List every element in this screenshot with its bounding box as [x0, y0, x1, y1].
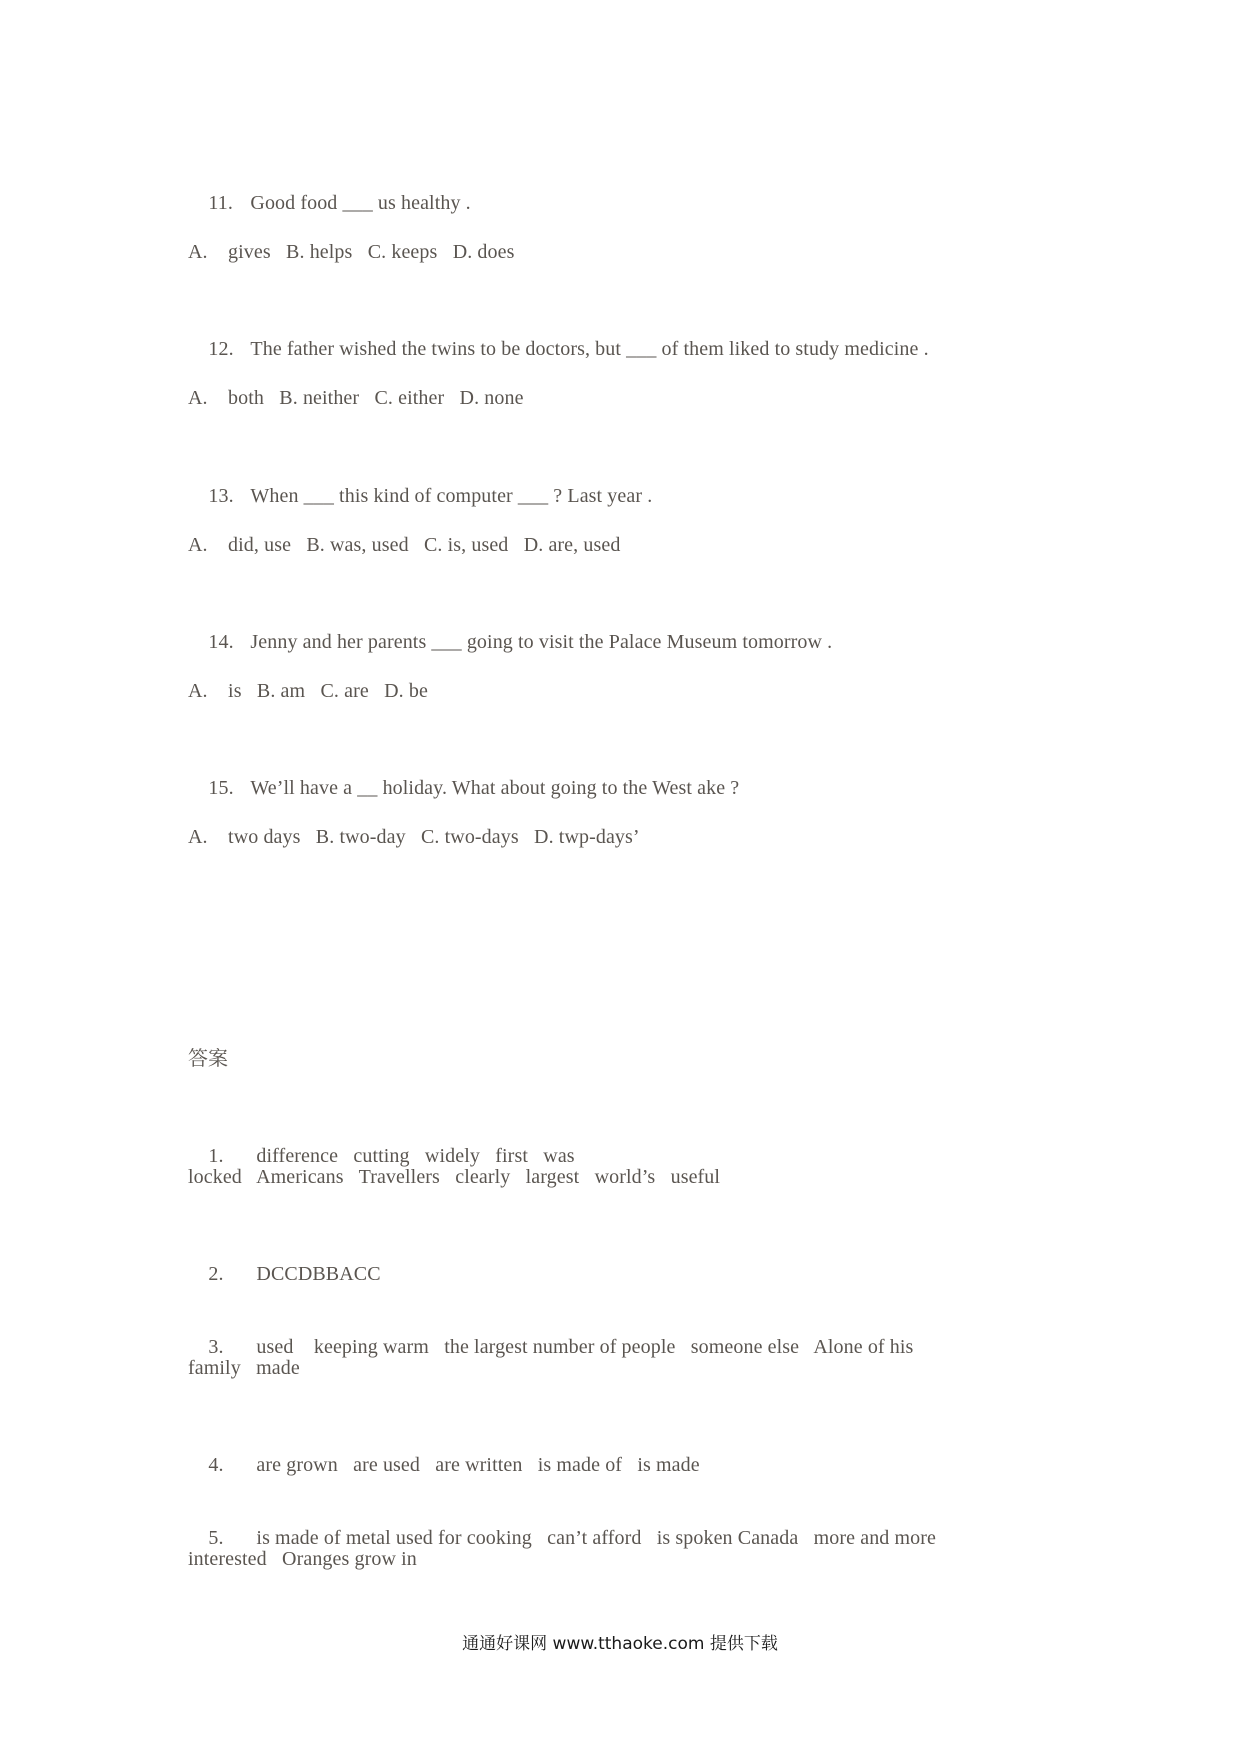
- question-number: 15.: [208, 777, 234, 799]
- question-number: 13.: [208, 485, 234, 507]
- question-14: [188, 606, 832, 678]
- answer-5-continued: interested Oranges grow in: [188, 1548, 417, 1570]
- answer-text: difference cutting widely first was: [256, 1145, 575, 1167]
- question-11: [188, 167, 471, 239]
- question-12-options: A. both B. neither C. either D. none: [188, 387, 524, 409]
- question-15: [188, 752, 739, 824]
- question-11-options: A. gives B. helps C. keeps D. does: [188, 241, 515, 263]
- answer-2: [188, 1238, 381, 1310]
- answer-3-continued: family made: [188, 1357, 300, 1379]
- question-number: 14.: [208, 631, 234, 653]
- question-12: [188, 313, 929, 385]
- question-number: 12.: [208, 338, 234, 360]
- question-text: Good food ___ us healthy .: [250, 192, 471, 214]
- answer-number: 2.: [208, 1263, 224, 1285]
- answer-number: 1.: [208, 1145, 224, 1167]
- page-footer: 通通好课网 www.tthaoke.com 提供下载: [462, 1634, 778, 1654]
- answer-number: 3.: [208, 1336, 224, 1358]
- answer-number: 4.: [208, 1454, 224, 1476]
- answer-1-continued: locked Americans Travellers clearly largest world’s useful: [188, 1166, 721, 1188]
- answers-heading: 答案: [188, 1046, 228, 1070]
- question-text: The father wished the twins to be doctors, but ___ of them liked to study medicine .: [250, 338, 929, 360]
- question-text: When ___ this kind of computer ___ ? Last year .: [250, 485, 653, 507]
- question-text: We’ll have a __ holiday. What about going to the West ake ?: [250, 777, 740, 799]
- answer-text: is made of metal used for cooking can’t afford is spoken Canada more and more: [256, 1527, 936, 1549]
- question-number: 11.: [208, 192, 233, 214]
- answer-number: 5.: [208, 1527, 224, 1549]
- answer-4: [188, 1429, 700, 1501]
- question-13: [188, 460, 652, 532]
- question-13-options: A. did, use B. was, used C. is, used D. are, used: [188, 534, 621, 556]
- answer-text: are grown are used are written is made of is made: [256, 1454, 700, 1476]
- question-15-options: A. two days B. two-day C. two-days D. twp-days’: [188, 826, 640, 848]
- question-14-options: A. is B. am C. are D. be: [188, 680, 428, 702]
- answer-text: DCCDBBACC: [256, 1263, 381, 1285]
- question-text: Jenny and her parents ___ going to visit the Palace Museum tomorrow .: [250, 631, 833, 653]
- answer-text: used keeping warm the largest number of people someone else Alone of his: [256, 1336, 914, 1358]
